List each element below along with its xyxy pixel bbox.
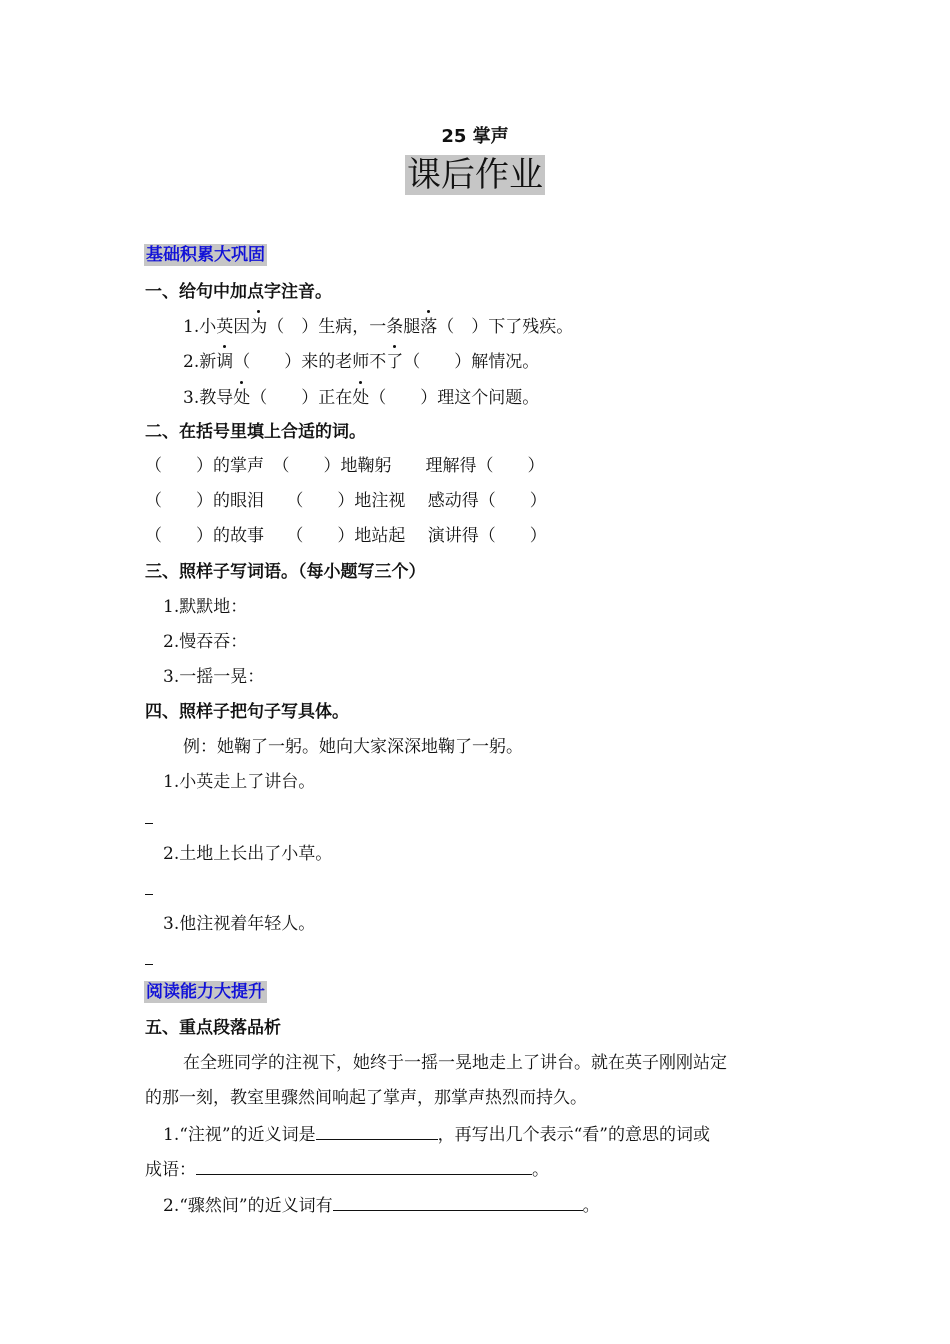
text-part: （ ）解情况。 [403,352,540,372]
dotted-char: 落 [420,317,438,337]
dotted-char: 处 [233,388,251,408]
q1-heading: 一、给句中加点字注音。 [145,282,332,302]
q3-heading: 三、照样子写词语。（每小题写三个） [145,562,426,582]
q5-question-2 [163,1193,600,1217]
q3-item: 3.一摇一晃： [163,667,265,687]
text-part: 1.小英因 [183,317,251,337]
text-part: 2.新 [183,352,217,372]
q5-question-1-cont [145,1157,549,1181]
text-part: 2.“骤然间”的近义词有 [163,1196,333,1216]
text-part: （ ）下了残疾。 [437,317,574,337]
answer-line-mark [145,894,153,895]
q2-row: （ ）的掌声 （ ）地鞠躬 理解得（ ） [145,456,545,476]
text-part: （ ）理这个问题。 [369,388,540,408]
q1-sentence-2 [183,351,539,373]
dotted-char: 为 [250,317,268,337]
text-part: 成语： [145,1160,196,1180]
dotted-char: 了 [386,352,404,372]
answer-line-mark [145,964,153,965]
q4-item: 3.他注视着年轻人。 [163,914,316,934]
q5-heading: 五、重点段落品析 [145,1018,281,1038]
q2-row: （ ）的眼泪 （ ）地注视 感动得（ ） [145,491,547,511]
answer-blank[interactable] [196,1157,532,1175]
dotted-char: 处 [352,388,370,408]
lesson-title: 25 掌声 [441,126,509,147]
q1-sentence-1 [183,316,573,338]
text-part: 。 [532,1160,549,1180]
subtitle-wrap [0,155,950,195]
text-part: 。 [582,1196,600,1216]
text-part: 1.“注视”的近义词是 [163,1125,316,1145]
answer-blank[interactable] [333,1193,583,1211]
text-part: （ ）来的老师不 [233,352,387,372]
homework-subtitle: 课后作业 [407,155,543,195]
q4-example: 例：她鞠了一躬。她向大家深深地鞠了一躬。 [183,737,523,757]
q2-heading: 二、在括号里填上合适的词。 [145,422,366,442]
text-part: ，再写出几个表示“看”的意思的词或 [437,1125,710,1145]
answer-blank[interactable] [316,1122,438,1140]
q1-sentence-3 [183,387,539,409]
dotted-char: 调 [216,352,234,372]
answer-line-mark [145,823,153,824]
q4-item: 1.小英走上了讲台。 [163,772,316,792]
q3-item: 2.慢吞吞： [163,632,248,652]
section-reading-tag: 阅读能力大提升 [146,982,265,1002]
q5-question-1 [163,1122,710,1146]
q4-heading: 四、照样子把句子写具体。 [145,702,349,722]
q3-item: 1.默默地： [163,597,248,617]
q4-item: 2.土地上长出了小草。 [163,844,333,864]
text-part: 3.教导 [183,388,234,408]
section-basic-tag: 基础积累大巩固 [146,245,265,265]
q5-passage-line-2: 的那一刻，教室里骤然间响起了掌声，那掌声热烈而持久。 [145,1088,587,1108]
text-part: （ ）生病，一条腿 [267,317,421,337]
text-part: （ ）正在 [250,388,353,408]
q5-passage-line-1: 在全班同学的注视下，她终于一摇一晃地走上了讲台。就在英子刚刚站定 [183,1053,727,1073]
q2-row: （ ）的故事 （ ）地站起 演讲得（ ） [145,526,547,546]
